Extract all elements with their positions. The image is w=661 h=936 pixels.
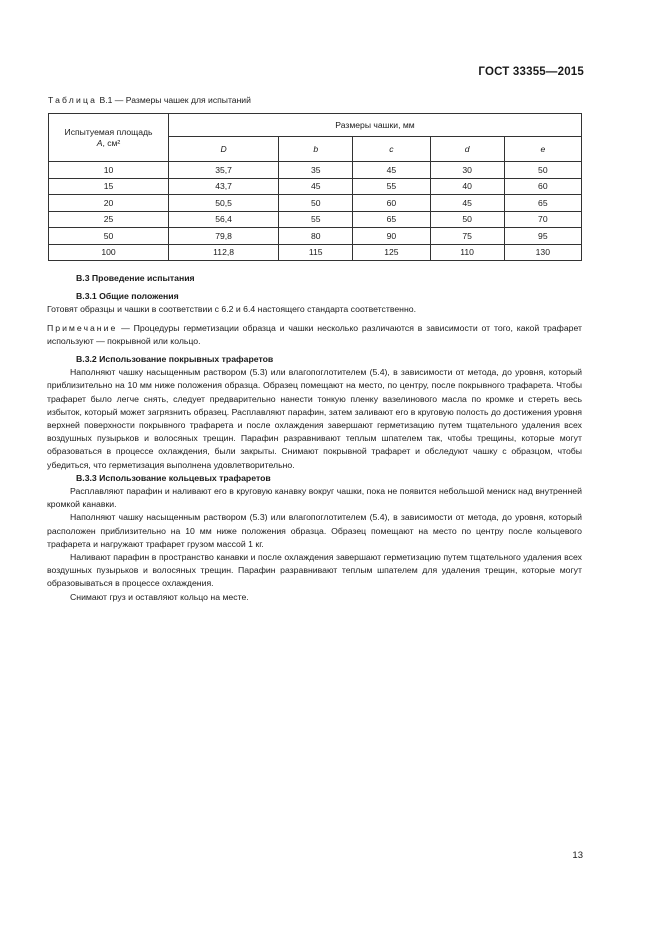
size-cell: 35 (279, 162, 353, 179)
note-text: — Процедуры герметизации образца и чашки несколько различаются в зависимости от того, какой трафарет используют — покрывной или кольцо. (47, 322, 582, 346)
size-cell: 30 (430, 162, 504, 179)
size-cell: 65 (504, 195, 581, 212)
area-cell: 100 (49, 244, 169, 261)
main-content (47, 272, 582, 604)
section-b33-paragraph-3: Наливают парафин в пространство канавки и после охлаждения завершают герметизацию путем тщательного удаления всех воздушных пузырьков и волосяных трещин. Парафин разравнивают теплым шпателем для удаления трещин, которые могут образовываться в процессе охлаждения. (47, 552, 582, 589)
size-cell: 60 (353, 195, 430, 212)
size-cell: 43,7 (169, 178, 279, 195)
table-row (49, 211, 582, 228)
size-cell: 130 (504, 244, 581, 261)
area-header-unit: , см² (102, 137, 121, 148)
section-b32-paragraph: Наполняют чашку насыщенным раствором (5.3) или влагопоглотителем (5.4), в зависимости от метода, до уровня, который приблизительно на 10 мм ниже положения образца. Образец помещают на место, по центру, после покрывного трафарета. Чтобы трафарет было легче снять, следует предварительно нанести тонкую пленку вазелинового масла по кромке и стереть весь избыток, который может загрязнить образец. Расплавляют парафин, затем заливают его в круговую полость до достижения уровня верхней поверхности покрывного трафарета и после охлаждения завершают герметизацию путем тщательного удаления всех воздушных пузырьков и волосяных трещин. Парафин разравнивают теплым шпателем так, чтобы трещины, которые могут образоваться в процессе охлаждения, были закрыты. Снимают покрывной трафарет и обследуют чашку с образцом, чтобы убедиться, что герметизация выполнена удовлетворительно. (47, 367, 582, 470)
size-column-header: e (504, 137, 581, 162)
size-column-header: c (353, 137, 430, 162)
size-cell: 35,7 (169, 162, 279, 179)
table-row (49, 178, 582, 195)
size-cell: 115 (279, 244, 353, 261)
area-column-header (49, 114, 169, 162)
size-cell: 40 (430, 178, 504, 195)
section-b31-paragraph: Готовят образцы и чашки в соответствии с 6.2 и 6.4 настоящего стандарта соответственно. (47, 304, 417, 315)
table-caption (48, 95, 251, 105)
area-cell: 15 (49, 178, 169, 195)
section-b33-paragraph-2: Наполняют чашку насыщенным раствором (5.3) или влагопоглотителем (5.4), в зависимости от метода, до уровня, который расположен приблизительно на 10 мм ниже положения образца. Образец помещают на место по центру после кольцевого трафарета и нагружают трафарет грузом массой 1 кг. (47, 512, 582, 549)
size-column-header: b (279, 137, 353, 162)
table-caption-word: Таблица (48, 95, 98, 105)
size-column-header: D (169, 137, 279, 162)
area-header-line1: Испытуемая площадь (64, 126, 153, 137)
size-cell: 75 (430, 228, 504, 245)
size-cell: 50 (504, 162, 581, 179)
size-cell: 65 (353, 211, 430, 228)
cup-sizes-table (48, 113, 582, 261)
area-cell: 20 (49, 195, 169, 212)
size-cell: 45 (279, 178, 353, 195)
area-cell: 25 (49, 211, 169, 228)
note-paragraph (47, 322, 582, 348)
table-row (49, 195, 582, 212)
size-cell: 56,4 (169, 211, 279, 228)
size-cell: 45 (430, 195, 504, 212)
size-cell: 60 (504, 178, 581, 195)
section-b3-title: В.3 Проведение испытания (76, 273, 195, 283)
size-cell: 125 (353, 244, 430, 261)
size-cell: 55 (279, 211, 353, 228)
area-header-symbol: A (96, 137, 103, 148)
size-cell: 70 (504, 211, 581, 228)
section-b32-title: В.3.2 Использование покрывных трафаретов (76, 354, 274, 365)
size-cell: 50 (430, 211, 504, 228)
size-cell: 55 (353, 178, 430, 195)
size-cell: 80 (279, 228, 353, 245)
table-row (49, 162, 582, 179)
size-column-header: d (430, 137, 504, 162)
sizes-column-header: Размеры чашки, мм (169, 114, 582, 137)
size-cell: 79,8 (169, 228, 279, 245)
note-word: Примечание (47, 322, 118, 333)
section-b33-title: В.3.3 Использование кольцевых трафаретов (76, 472, 271, 483)
section-b33-paragraph-4: Снимают груз и оставляют кольцо на месте. (70, 591, 249, 602)
size-cell: 95 (504, 228, 581, 245)
document-standard-number: ГОСТ 33355—2015 (478, 66, 584, 78)
area-cell: 50 (49, 228, 169, 245)
size-cell: 90 (353, 228, 430, 245)
size-cell: 50,5 (169, 195, 279, 212)
table-row (49, 244, 582, 261)
table-row (49, 228, 582, 245)
area-cell: 10 (49, 162, 169, 179)
size-cell: 110 (430, 244, 504, 261)
size-cell: 45 (353, 162, 430, 179)
page-number: 13 (572, 850, 583, 861)
size-cell: 112,8 (169, 244, 279, 261)
section-b31-title: В.3.1 Общие положения (76, 291, 179, 302)
size-cell: 50 (279, 195, 353, 212)
table-caption-text: В.1 — Размеры чашек для испытаний (99, 95, 251, 105)
section-b33-paragraph-1: Расплавляют парафин и наливают его в круговую канавку вокруг чашки, пока не появится небольшой мениск над внутренней кромкой канавки. (47, 486, 582, 510)
